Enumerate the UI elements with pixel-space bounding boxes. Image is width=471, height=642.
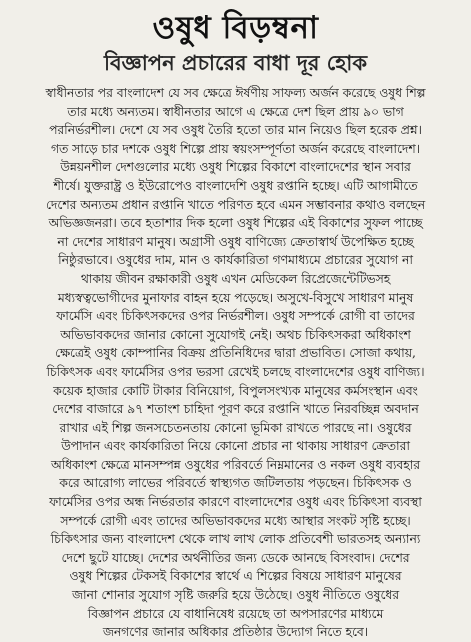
body-line: নিষ্ঠুরভাবে। ওষুধের দাম, মান ও কার্যকারিতা গণমাধ্যমে প্রচারের সুযোগ না xyxy=(58,253,413,268)
body-line: অভিভাবকদের জানার কোনো সুযোগই নেই। অথচ চিকিৎসকরা অধিকাংশ xyxy=(60,327,411,342)
body-line: তার মধ্যে অন্যতম। স্বাধীনতার আগে এ ক্ষেত্রে দেশ ছিল প্রায় ৯০ ভাগ xyxy=(67,104,404,119)
body-line: জনগণের জানার অধিকার প্রতিষ্ঠার উদ্যোগ নিতে হবে। xyxy=(102,625,369,640)
body-line: ফার্মেসির ওপর অন্ধ নির্ভরতার কারণে বাংলাদেশের ওষুধ এবং চিকিৎসা ব্যবস্থা xyxy=(49,495,422,510)
body-line: জানা শোনার সুযোগ সৃষ্টি জরুরি হয়ে উঠেছে। ওষুধ নীতিতে ওষুধের xyxy=(71,588,400,603)
body-line: করে আরোগ্য লাভের পরিবর্তে স্বাস্থ্যগত জটিলতায় পড়ছেন। চিকিৎসক ও xyxy=(59,476,412,491)
body-line: শীর্ষে। যুক্তরাষ্ট্র ও ইউরোপেও বাংলাদেশি ওষুধ রপ্তানি হচ্ছে। এটি আগামীতে xyxy=(53,178,418,193)
body-line: পরনির্ভরশীল। দেশে যে সব ওষুধ তৈরি হতো তার মান নিয়েও ছিল হরেক প্রশ্ন। xyxy=(49,123,422,138)
body-line: দেশের অন্যতম প্রধান রপ্তানি খাতে পরিণত হবে এমন সম্ভাবনার কথাও বলছেন xyxy=(45,197,426,212)
body-line: না দেশের সাধারণ মানুষ। অগ্রাসী ওষুধ বাণিজ্যে ক্রেতাস্বার্থ উপেক্ষিত হচ্ছে xyxy=(57,234,414,249)
body-line: ফার্মেসি এবং চিকিৎসকদের ওপর নির্ভরশীল। ওষুধ সম্পর্কে রোগী বা তাদের xyxy=(56,309,415,324)
body-line: গত সাড়ে চার দশকে ওষুধ শিল্পে প্রায় স্বয়ংসম্পূর্ণতা অর্জন করেছে বাংলাদেশ। xyxy=(50,141,421,156)
body-line: সম্পর্কে রোগী এবং তাদের অভিভাবকদের মধ্যে আস্থার সংকট সৃষ্টি হচ্ছে। xyxy=(60,513,411,528)
body-line: মধ্যস্বত্বভোগীদের মুনাফার বাহন হয়ে পড়েছে। অসুখে-বিসুখে সাধারণ মানুষ xyxy=(57,290,414,305)
headline: ওষুধ বিড়ম্বনা xyxy=(152,10,319,46)
body-line: থাকায় জীবন রক্ষাকারী ওষুধ এখন মেডিকেল রিপ্রেজেন্টেটিভসহ xyxy=(80,271,391,286)
body-line: স্বাধীনতার পর বাংলাদেশ যে সব ক্ষেত্রে ঈর্ষণীয় সাফল্য অর্জন করেছে ওষুধ শিল্প xyxy=(45,86,426,100)
body-line: অধিকাংশ ক্ষেত্রে মানসম্পন্ন ওষুধের পরিবর্তে নিম্নমানের ও নকল ওষুধ ব্যবহার xyxy=(50,457,421,472)
body-line: রাখার এই শিল্প জনসচেতনতায় কোনো ভূমিকা রাখতে পারছে না। ওষুধের xyxy=(59,420,412,435)
body-line: উন্নয়নশীল দেশগুলোর মধ্যে ওষুধ শিল্পের বিকাশে বাংলাদেশের স্থান সবার xyxy=(60,160,411,175)
body-line: ওষুধ শিল্পের টেকসই বিকাশের স্বার্থে এ শিল্পের বিষয়ে সাধারণ মানুষের xyxy=(69,569,402,584)
article-body xyxy=(12,84,459,642)
body-line: চিকিৎসক এবং ফার্মেসির ওপর ভরসা রেখেই চলছে বাংলাদেশের ওষুধ বাণিজ্য। xyxy=(46,364,425,379)
body-line: অভিজ্ঞজনরা। তবে হতাশার দিক হলো ওষুধ শিল্পের এই বিকাশের সুফল পাচ্ছে xyxy=(48,216,423,231)
body-line: কয়েক হাজার কোটি টাকার বিনিয়োগ, বিপুলসংখ্যক মানুষের কর্মসংস্থান এবং xyxy=(53,383,418,398)
body-line: দেশের বাজারে ৯৭ শতাংশ চাহিদা পূরণ করে রপ্তানি খাতে নিরবচ্ছিন্ন অবদান xyxy=(52,402,419,417)
body-line: দেশে ছুটে যাচ্ছে। দেশের অর্থনীতির জন্য ডেকে আনছে বিসংবাদ। দেশের xyxy=(61,550,410,565)
subheadline: বিজ্ঞাপন প্রচারের বাধা দূর হোক xyxy=(103,51,368,75)
body-line: উপাদান এবং কার্যকারিতা নিয়ে কোনো প্রচার না থাকায় সাধারণ ক্রেতারা xyxy=(61,439,410,454)
body-line: বিজ্ঞাপন প্রচারে যে বাধানিষেধ রয়েছে তা অপসারণের মাধ্যমে xyxy=(87,606,384,621)
body-line: ক্ষেত্রেই ওষুধ কোম্পানির বিক্রয় প্রতিনিধিদের দ্বারা প্রভাবিত। সোজা কথায়, xyxy=(55,346,416,361)
body-line: চিকিৎসার জন্য বাংলাদেশ থেকে লাখ লাখ লোক প্রতিবেশী ভারতসহ অন্যান্য xyxy=(50,532,421,547)
